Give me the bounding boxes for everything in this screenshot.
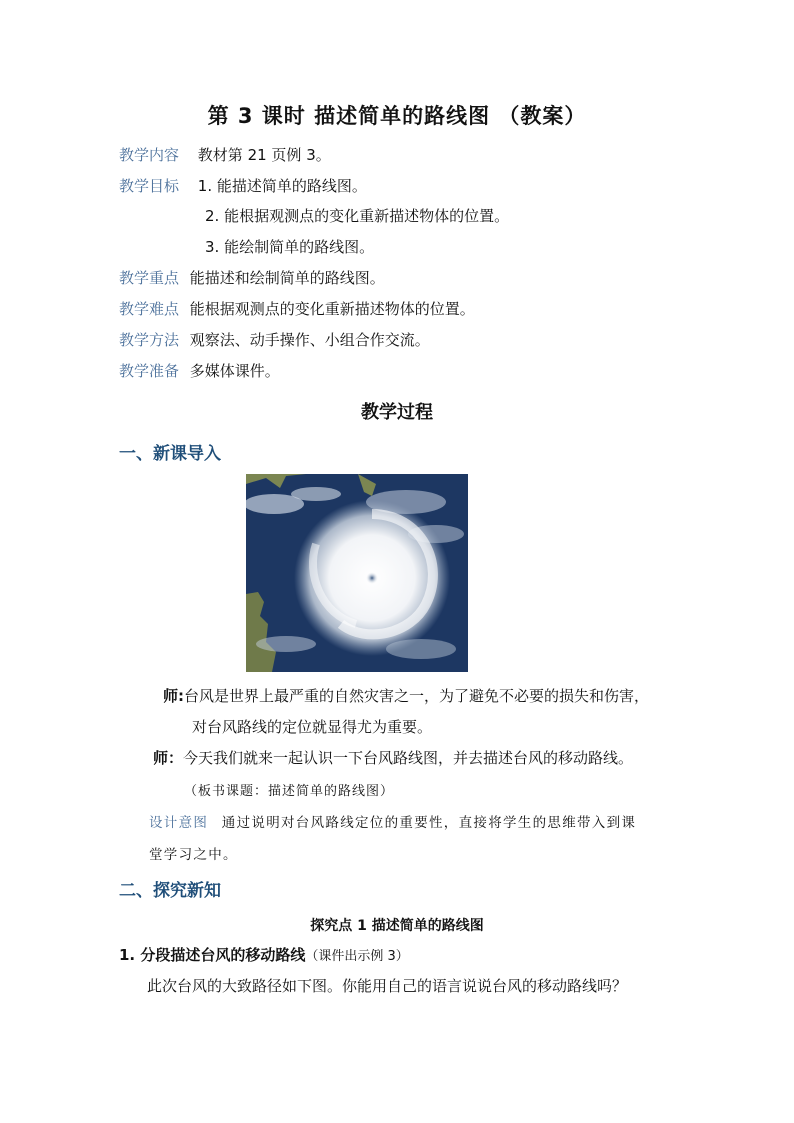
typhoon-satellite-image: [246, 474, 468, 672]
design-label: 设计意图: [149, 815, 209, 831]
difficulty-text: 能根据观测点的变化重新描述物体的位置。: [189, 300, 475, 318]
design-intent-line-1: [149, 811, 636, 831]
teacher-label-2: 师：: [153, 749, 184, 767]
method-text: 观察法、动手操作、小组合作交流。: [189, 331, 430, 349]
prep-text: 多媒体课件。: [189, 362, 280, 380]
page-title: 第 3 课时 描述简单的路线图 （教案）: [207, 104, 587, 128]
board-title-note: （板书课题：描述简单的路线图）: [184, 784, 395, 799]
item-1-title: 1. 分段描述台风的移动路线: [119, 946, 306, 964]
label-goals: 教学目标: [119, 177, 180, 195]
meta-focus: [119, 268, 385, 288]
label-focus: 教学重点: [119, 269, 180, 287]
meta-difficulty: [119, 299, 475, 319]
process-title: 教学过程: [361, 402, 433, 423]
teacher-line-2: [153, 748, 633, 768]
meta-method: [119, 330, 430, 350]
content-text: 教材第 21 页例 3。: [197, 146, 331, 164]
meta-prep: [119, 361, 280, 381]
meta-goals: [119, 176, 367, 196]
teacher-line-1: [163, 686, 649, 706]
label-difficulty: 教学难点: [119, 300, 180, 318]
point-title: 探究点 1 描述简单的路线图: [310, 918, 484, 934]
design-text-1: 通过说明对台风路线定位的重要性，直接将学生的思维带入到课: [221, 815, 637, 831]
section1-heading: 一、新课导入: [119, 444, 221, 464]
goal-3: 3. 能绘制简单的路线图。: [205, 238, 375, 256]
section2-heading: 二、探究新知: [119, 881, 221, 901]
label-content: 教学内容: [119, 146, 180, 164]
label-prep: 教学准备: [119, 362, 180, 380]
teacher-text-2: 今天我们就来一起认识一下台风路线图，并去描述台风的移动路线。: [183, 749, 634, 767]
item-1: [119, 945, 409, 967]
teacher-text-1b: 对台风路线的定位就显得尤为重要。: [192, 718, 433, 736]
label-method: 教学方法: [119, 331, 180, 349]
goal-2: 2. 能根据观测点的变化重新描述物体的位置。: [205, 207, 510, 225]
teacher-label-1: 师:: [163, 687, 184, 705]
meta-content: [119, 145, 331, 165]
question-text: 此次台风的大致路径如下图。你能用自己的语言说说台风的移动路线吗？: [147, 977, 628, 995]
focus-text: 能描述和绘制简单的路线图。: [189, 269, 385, 287]
goal-1: 1. 能描述简单的路线图。: [197, 177, 367, 195]
design-text-2: 堂学习之中。: [149, 847, 238, 863]
item-1-note: （课件出示例 3）: [305, 949, 409, 964]
teacher-text-1a: 台风是世界上最严重的自然灾害之一，为了避免不必要的损失和伤害，: [184, 687, 650, 705]
